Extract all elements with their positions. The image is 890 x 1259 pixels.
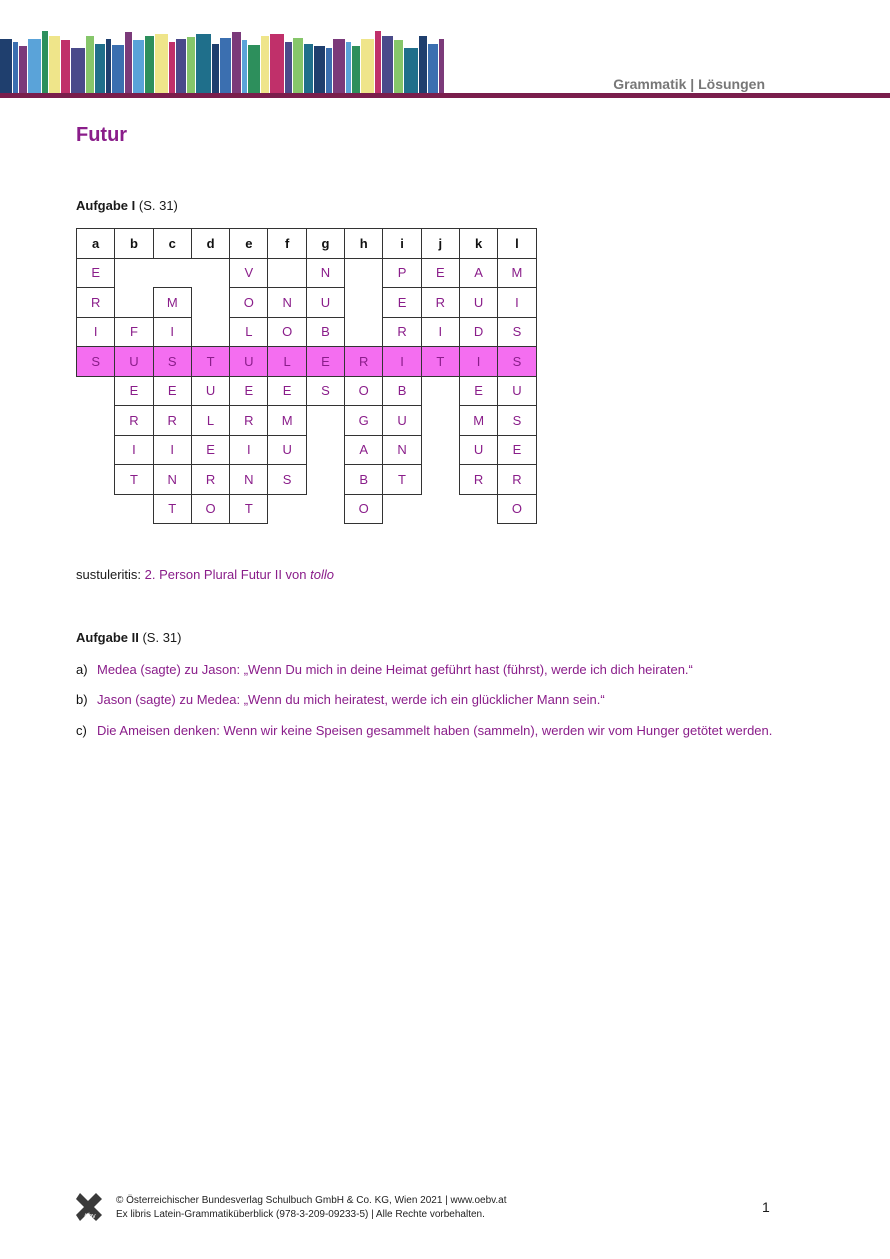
grid-row	[77, 258, 537, 288]
page-title: Futur	[76, 124, 128, 146]
grid-empty	[306, 435, 344, 465]
book-spine	[346, 42, 351, 94]
book-spine	[333, 39, 345, 94]
footer-line-2: Ex libris Latein-Grammatiküberblick (978-3-209-09233-5) | Alle Rechte vorbehalten.	[116, 1209, 485, 1220]
grid-cell: S	[498, 317, 536, 347]
task2-label: Aufgabe II	[76, 630, 139, 645]
grid-cell: G	[345, 406, 383, 436]
grid-empty	[383, 494, 421, 524]
grid-empty	[306, 406, 344, 436]
grid-cell: L	[230, 317, 268, 347]
book-spine	[242, 40, 247, 94]
grid-column-header: f	[268, 229, 306, 259]
book-spine	[71, 48, 85, 94]
answer-text: Jason (sagte) zu Medea: „Wenn du mich heiratest, werde ich ein glücklicher Mann sein.“	[97, 692, 605, 707]
grid-cell: U	[383, 406, 421, 436]
grid-empty	[421, 406, 459, 436]
grid-cell: E	[115, 376, 153, 406]
grid-cell: R	[498, 465, 536, 495]
book-spine	[404, 48, 418, 94]
answer-letter: a)	[76, 662, 88, 677]
grid-column-header: h	[345, 229, 383, 259]
book-spine	[187, 37, 195, 94]
grid-empty	[421, 376, 459, 406]
grid-row	[77, 406, 537, 436]
grid-cell: O	[230, 288, 268, 318]
book-spine	[169, 42, 175, 94]
book-spine	[133, 40, 144, 94]
grid-cell: D	[459, 317, 497, 347]
grid-column-header: l	[498, 229, 536, 259]
grid-empty	[77, 465, 115, 495]
grid-cell: P	[383, 258, 421, 288]
grid-cell: N	[306, 258, 344, 288]
grid-row-solution	[77, 347, 537, 377]
grid-cell: I	[153, 435, 191, 465]
book-spine	[61, 40, 70, 94]
book-spine	[248, 45, 260, 94]
book-spine	[361, 39, 374, 94]
book-spine	[326, 48, 332, 94]
solution-text: 2. Person Plural Futur II von	[144, 567, 307, 582]
grid-cell: T	[115, 465, 153, 495]
oebv-logo-text: öbv	[84, 1213, 96, 1220]
grid-cell: S	[498, 406, 536, 436]
solution-line	[76, 567, 334, 582]
grid-cell: R	[153, 406, 191, 436]
grid-cell: R	[115, 406, 153, 436]
grid-cell: R	[421, 288, 459, 318]
grid-cell: M	[153, 288, 191, 318]
grid-cell: O	[345, 376, 383, 406]
grid-empty	[345, 258, 383, 288]
grid-cell: N	[268, 288, 306, 318]
grid-cell: N	[153, 465, 191, 495]
grid-cell: I	[459, 347, 497, 377]
grid-empty	[421, 494, 459, 524]
grid-cell: E	[459, 376, 497, 406]
book-spine	[42, 31, 48, 94]
grid-cell: B	[306, 317, 344, 347]
grid-row	[77, 435, 537, 465]
grid-cell: S	[77, 347, 115, 377]
grid-empty	[77, 376, 115, 406]
grid-row	[77, 376, 537, 406]
grid-cell: O	[191, 494, 229, 524]
book-spine	[145, 36, 154, 94]
book-spine	[293, 38, 303, 94]
grid-cell: L	[191, 406, 229, 436]
grid-cell: N	[230, 465, 268, 495]
grid-cell: E	[230, 376, 268, 406]
book-spine	[86, 36, 94, 94]
answer-a	[76, 661, 776, 679]
grid-cell: O	[345, 494, 383, 524]
grid-empty	[153, 258, 191, 288]
grid-cell: O	[268, 317, 306, 347]
answer-letter: b)	[76, 692, 88, 707]
grid-row	[77, 317, 537, 347]
grid-cell: I	[77, 317, 115, 347]
grid-cell: B	[383, 376, 421, 406]
header-rule	[0, 93, 890, 98]
task1-heading	[76, 198, 178, 213]
book-spine	[19, 46, 27, 94]
book-spine	[428, 44, 438, 94]
grid-empty	[77, 494, 115, 524]
grid-cell: E	[153, 376, 191, 406]
book-spine	[125, 32, 132, 94]
grid-empty	[115, 494, 153, 524]
grid-cell: S	[306, 376, 344, 406]
book-spine	[304, 44, 313, 94]
grid-cell: T	[153, 494, 191, 524]
book-spine	[352, 46, 360, 94]
grid-empty	[77, 406, 115, 436]
task1-label: Aufgabe I	[76, 198, 136, 213]
grid-cell: E	[268, 376, 306, 406]
grid-cell: A	[345, 435, 383, 465]
book-spine	[232, 32, 241, 94]
grid-empty	[268, 258, 306, 288]
grid-cell: R	[191, 465, 229, 495]
grid-cell: I	[421, 317, 459, 347]
bookshelf-illustration	[0, 26, 450, 94]
grid-cell: R	[459, 465, 497, 495]
grid-cell: S	[498, 347, 536, 377]
grid-cell: U	[230, 347, 268, 377]
grid-empty	[421, 465, 459, 495]
grid-cell: E	[77, 258, 115, 288]
grid-cell: I	[115, 435, 153, 465]
grid-row	[77, 288, 537, 318]
grid-empty	[459, 494, 497, 524]
grid-cell: L	[268, 347, 306, 377]
book-spine	[220, 38, 231, 94]
grid-cell: I	[230, 435, 268, 465]
book-spine	[375, 31, 381, 94]
grid-row	[77, 465, 537, 495]
grid-empty	[191, 258, 229, 288]
grid-empty	[345, 288, 383, 318]
book-spine	[106, 39, 111, 94]
grid-column-header: a	[77, 229, 115, 259]
grid-cell: U	[459, 435, 497, 465]
grid-header-row	[77, 229, 537, 259]
answer-text: Die Ameisen denken: Wenn wir keine Speisen gesammelt haben (sammeln), werden wir vom Hunger getötet werden.	[97, 723, 773, 738]
grid-cell: I	[498, 288, 536, 318]
footer-line-1: © Österreichischer Bundesverlag Schulbuch GmbH & Co. KG, Wien 2021 | www.oebv.at	[116, 1195, 507, 1206]
grid-cell: E	[191, 435, 229, 465]
grid-empty	[306, 465, 344, 495]
book-spine	[270, 34, 284, 94]
task2-heading	[76, 630, 181, 645]
grid-cell: U	[191, 376, 229, 406]
grid-cell: I	[153, 317, 191, 347]
grid-cell: S	[268, 465, 306, 495]
oebv-logo	[76, 1191, 104, 1221]
grid-empty	[115, 288, 153, 318]
answer-b	[76, 691, 776, 709]
task1-ref: (S. 31)	[138, 198, 178, 213]
grid-cell: M	[498, 258, 536, 288]
book-spine	[13, 42, 18, 94]
grid-empty	[191, 317, 229, 347]
grid-cell: N	[383, 435, 421, 465]
grid-cell: V	[230, 258, 268, 288]
grid-column-header: e	[230, 229, 268, 259]
grid-cell: S	[153, 347, 191, 377]
book-spine	[314, 46, 325, 94]
grid-cell: F	[115, 317, 153, 347]
grid-empty	[306, 494, 344, 524]
grid-empty	[77, 435, 115, 465]
book-spine	[394, 40, 403, 94]
book-spine	[212, 44, 219, 94]
solution-verb: tollo	[310, 567, 334, 582]
page-header	[0, 0, 890, 100]
answer-text: Medea (sagte) zu Jason: „Wenn Du mich in deine Heimat geführt hast (führst), werde ich dich heiraten.“	[97, 662, 693, 677]
grid-cell: R	[230, 406, 268, 436]
book-spine	[285, 42, 292, 94]
grid-cell: U	[459, 288, 497, 318]
footer-copyright	[116, 1194, 507, 1222]
book-spine	[382, 36, 393, 94]
crossword-grid	[76, 228, 537, 524]
grid-cell: U	[268, 435, 306, 465]
grid-cell: E	[498, 435, 536, 465]
grid-column-header: i	[383, 229, 421, 259]
grid-column-header: d	[191, 229, 229, 259]
grid-cell: O	[498, 494, 536, 524]
grid-column-header: g	[306, 229, 344, 259]
book-spine	[176, 39, 186, 94]
grid-cell: E	[306, 347, 344, 377]
grid-empty	[345, 317, 383, 347]
grid-cell: T	[383, 465, 421, 495]
book-spine	[49, 36, 60, 94]
solution-word: sustuleritis:	[76, 567, 142, 582]
grid-row	[77, 494, 537, 524]
grid-column-header: c	[153, 229, 191, 259]
grid-column-header: b	[115, 229, 153, 259]
grid-cell: T	[191, 347, 229, 377]
answer-letter: c)	[76, 723, 87, 738]
book-spine	[261, 36, 269, 94]
grid-cell: R	[345, 347, 383, 377]
answer-c	[76, 722, 776, 740]
grid-cell: E	[421, 258, 459, 288]
grid-cell: R	[77, 288, 115, 318]
grid-column-header: k	[459, 229, 497, 259]
book-spine	[155, 34, 168, 94]
task2-ref: (S. 31)	[142, 630, 182, 645]
book-spine	[112, 45, 124, 94]
grid-cell: A	[459, 258, 497, 288]
grid-cell: E	[383, 288, 421, 318]
book-spine	[439, 39, 444, 94]
grid-empty	[191, 288, 229, 318]
book-spine	[95, 44, 105, 94]
grid-empty	[268, 494, 306, 524]
grid-cell: U	[498, 376, 536, 406]
grid-cell: M	[268, 406, 306, 436]
grid-cell: M	[459, 406, 497, 436]
grid-cell: U	[306, 288, 344, 318]
book-spine	[196, 34, 211, 94]
grid-empty	[115, 258, 153, 288]
grid-cell: U	[115, 347, 153, 377]
grid-cell: T	[421, 347, 459, 377]
header-title: Grammatik | Lösungen	[613, 76, 765, 92]
grid-cell: B	[345, 465, 383, 495]
grid-cell: R	[383, 317, 421, 347]
grid-cell: T	[230, 494, 268, 524]
book-spine	[0, 39, 12, 94]
grid-empty	[421, 435, 459, 465]
page-number: 1	[762, 1199, 770, 1215]
grid-cell: I	[383, 347, 421, 377]
book-spine	[28, 39, 41, 94]
book-spine	[419, 36, 427, 94]
grid-column-header: j	[421, 229, 459, 259]
